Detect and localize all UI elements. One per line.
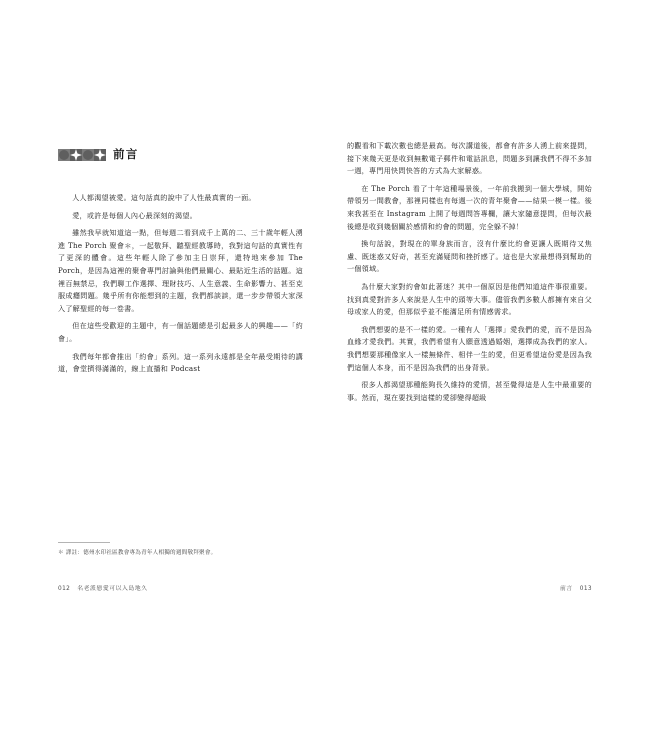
footnote-block <box>58 542 303 558</box>
two-page-spread <box>22 140 628 610</box>
footnote-text: ＊ 譯註：德州水印社區教會專為青年人相獨的週間敬拜聚會。 <box>58 550 217 556</box>
paragraph: 很多人都渴望那種能夠長久維持的愛情，甚至覺得這是人生中最重要的事。然而，現在要找到這樣的愛卻變得超級 <box>347 380 592 402</box>
ornament-star-icon <box>70 149 82 161</box>
printed-sheet <box>22 140 628 610</box>
folio-number: 012 <box>58 586 71 592</box>
ornament-row <box>58 149 106 161</box>
right-running-footer <box>560 583 592 592</box>
right-body-text <box>347 140 592 404</box>
left-running-footer <box>58 583 148 592</box>
footnote-divider <box>58 542 110 543</box>
page-title: 前言 <box>113 147 139 162</box>
paragraph: 的觀看和下載次數也總是最高。每次講道後，都會有許多人湧上前來提問，接下來幾天更是收到無數電子郵件和電話訊息，問題多到讓我們不得不多加一週，專門用快問快答的方式為大家解惑。 <box>347 141 592 176</box>
paragraph: 在 The Porch 看了十年這種場景後，一年前我搬到一個大學城，開始帶領另一間教會，那裡同樣也有每週一次的青年聚會——結果一模一樣。後來我甚至在 Instagram 上開了每週問答專欄，讓大家隨意提問，但每次最後總是收到幾個關於感情和約會的問題，完全躲不掉！ <box>347 183 592 231</box>
folio-number: 013 <box>579 586 592 592</box>
paragraph: 愛，或許是每個人內心最深刻的渴望。 <box>72 210 198 220</box>
paragraph: 換句話說，對現在的單身族而言，沒有什麼比約會更讓人既期待又焦慮、既迷惑又好奇，甚至充滿疑問和挫折感了。這也是大家最想得到幫助的一個領域。 <box>347 239 592 274</box>
paragraph: 但在這些受歡迎的主題中，有一個話題總是引起最多人的興趣——「約會」。 <box>58 321 303 343</box>
paragraph: 我們想要的是不一樣的愛。一種有人「選擇」愛我們的愛，而不是因為血緣才愛我們。其實，我們希望有人願意透過婚姻，選擇成為我們的家人。我們想要那種像家人一樣無條件、相伴一生的愛，但更希望這份愛是因為我們這個人本身，而不是因為我們的出身背景。 <box>347 324 592 372</box>
paragraph: 人人都渴望被愛。這句話真的說中了人性最真實的一面。 <box>72 193 256 202</box>
chapter-heading <box>58 142 303 168</box>
paragraph: 為什麼大家對約會如此著迷？其中一個原因是他們知道這件事很重要。找到真愛對許多人來說是人生中的頭等大事。儘管我們多數人都擁有來自父母或家人的愛，但那似乎並不能滿足所有情感需求。 <box>347 281 592 317</box>
ornament-circle-icon <box>82 149 94 161</box>
paragraph: 雖然我早就知道這一點，但每週二看到成千上萬的二、三十歲年輕人湧進 The Porch 聚會＊，一起敬拜、聽聖經教導時，我對這句話的真實性有了更深的體會。這些年輕人除了參加主日崇拜，還特地來參加 The Porch，是因為這裡的聚會專門討論與他們最關心、最貼近生活的話題。這裡百無禁忌，我們聊工作選擇、理財技巧、人生意義、生命影響力、甚至克服成癮問題。幾乎所有你能想到的主題，我們都談談，還一步步帶領大家深入了解聖經的每一卷書。 <box>58 228 303 313</box>
left-page <box>22 140 325 610</box>
ornament-star-icon <box>94 149 106 161</box>
running-title: 名老派戀愛可以入島地久 <box>77 586 148 592</box>
right-page <box>325 140 628 610</box>
paragraph: 我們每年都會推出「約會」系列。這一系列永遠都是全年最受期待的講道，會堂擠得滿滿的，線上直播和 Podcast <box>58 351 303 374</box>
ornament-circle-icon <box>58 149 70 161</box>
running-title: 前言 <box>559 586 573 592</box>
left-body-text <box>58 192 303 376</box>
